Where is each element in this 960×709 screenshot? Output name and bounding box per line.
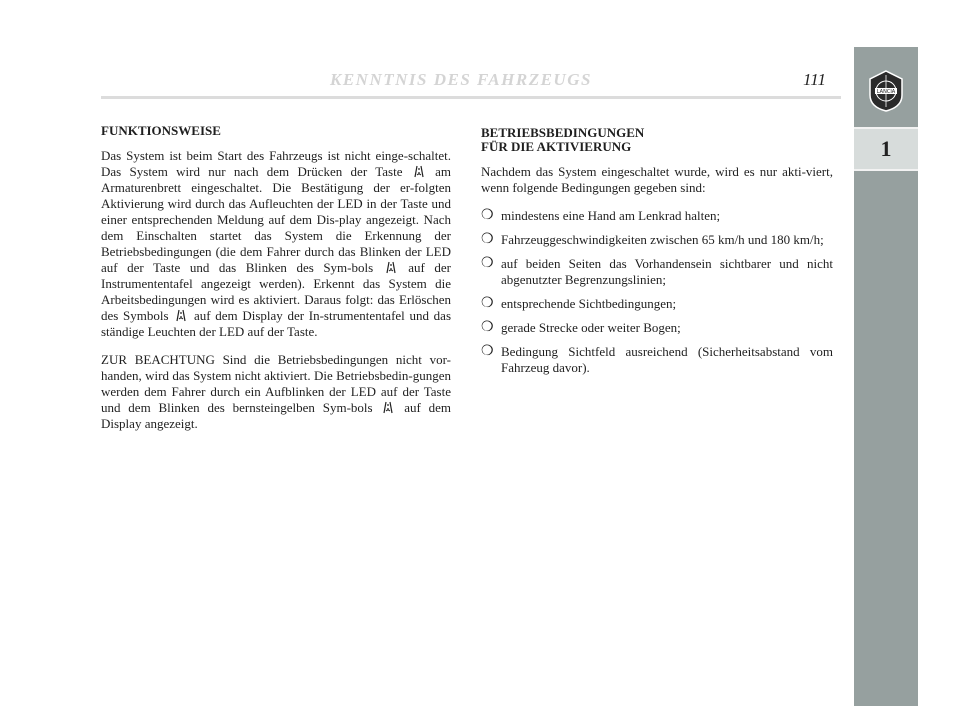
bullet-icon: ❍ <box>481 256 494 271</box>
bullet-icon: ❍ <box>481 232 494 247</box>
section-heading-funktionsweise: FUNKTIONSWEISE <box>101 123 221 138</box>
bullet-icon: ❍ <box>481 296 494 311</box>
list-item: ❍ gerade Strecke oder weiter Bogen; <box>481 320 681 335</box>
lane-assist-icon <box>385 261 397 274</box>
lane-assist-icon <box>175 309 187 322</box>
side-tab <box>854 47 918 706</box>
paragraph-operation: Das System ist beim Start des Fahrzeugs ist nicht einge-schaltet. Das System wird nur nach dem Drücken der Taste am Armaturenbrett eingeschaltet. Die Bestätigung der er-folgten Aktivierung wird durch das Aufleuchten der LED in der Taste und einer entsprechenden Meldung auf dem Dis-play angezeigt. Nach dem Einschalten startet das System die Erkennung der Betriebsbedingungen (die dem Fahrer durch das Blinken der LED auf der Taste und das Blinken des Sym-bols auf der Instrumententafel angezeigt werden). Erkennt das System die Arbeitsbedingungen wird es aktiviert. Daraus folgt: das Erlöschen des Symbols auf dem Display der In-strumententafel und das ständige Leuchten der LED auf der Taste. <box>101 148 452 339</box>
list-item: ❍ Bedingung Sichtfeld ausreichend (Sicherheitsabstand vom Fahrzeug davor). <box>481 344 833 375</box>
header-rule <box>101 96 841 99</box>
conditions-list <box>481 208 833 376</box>
list-item: ❍ entsprechende Sichtbedingungen; <box>481 296 677 311</box>
logo-text: LANCIA <box>876 89 896 95</box>
list-item: ❍ auf beiden Seiten das Vorhandensein sichtbarer und nicht abgenutzter Begrenzungslinien; <box>481 256 833 287</box>
list-item: ❍ Fahrzeuggeschwindigkeiten zwischen 65 km/h und 180 km/h; <box>481 232 824 247</box>
lane-assist-icon <box>413 165 425 178</box>
lancia-logo-icon <box>867 69 905 113</box>
section-heading-conditions: BETRIEBSBEDINGUNGEN FÜR DIE AKTIVIERUNG <box>481 125 645 154</box>
running-header: KENNTNIS DES FAHRZEUGS <box>330 70 592 89</box>
left-column <box>101 124 451 444</box>
bullet-icon: ❍ <box>481 320 494 335</box>
bullet-icon: ❍ <box>481 208 494 223</box>
lane-assist-icon <box>382 401 394 414</box>
list-item: ❍ mindestens eine Hand am Lenkrad halten; <box>481 208 721 223</box>
bullet-icon: ❍ <box>481 344 494 359</box>
paragraph-intro: Nachdem das System eingeschaltet wurde, wird es nur akti-viert, wenn folgende Bedingungen gegeben sind: <box>481 164 833 195</box>
page-number: 111 <box>803 70 826 89</box>
paragraph-note: ZUR BEACHTUNG Sind die Betriebsbedingungen nicht vor-handen, wird das System nicht aktiviert. Die Betriebsbedin-gungen werden dem Fahrer durch ein Aufblinken der LED auf der Taste und dem Blinken des bernsteingelben Sym-bols auf dem Display angezeigt. <box>101 352 451 431</box>
chapter-number: 1 <box>854 129 918 169</box>
right-column <box>481 126 833 384</box>
